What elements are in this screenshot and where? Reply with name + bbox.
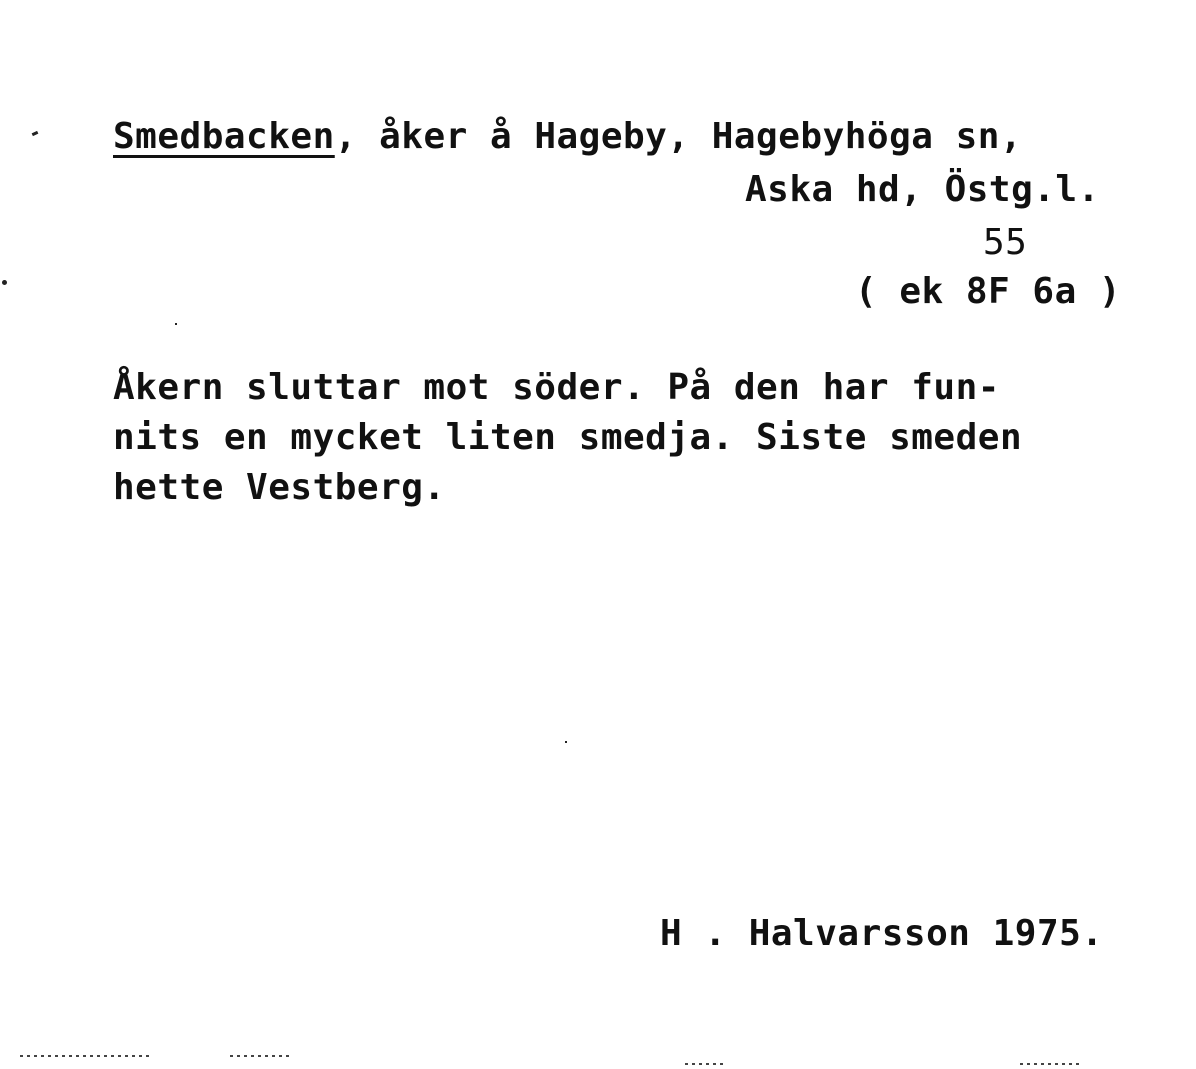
scan-edge-dots [20,1055,150,1057]
body-line-2: nits en mycket liten smedja. Siste smeden [113,417,1023,458]
heading-location: , åker å Hageby, Hagebyhöga sn, [334,116,1023,157]
scan-speck [32,131,39,136]
scan-edge-dots [685,1063,725,1065]
heading-line-2: Aska hd, Östg.l. [745,169,1100,210]
body-line-3: hette Vestberg. [113,467,446,508]
scan-speck [2,280,7,285]
heading-line-1 [113,117,1022,157]
scan-edge-dots [230,1055,290,1057]
heading-number: 55 [983,222,1028,263]
body-line-1: Åkern sluttar mot söder. På den har fun- [113,367,1000,408]
place-name: Smedbacken [113,116,335,157]
scan-edge-dots [1020,1063,1080,1065]
scan-speck [565,741,567,743]
map-reference: ( ek 8F 6a ) [855,271,1122,312]
scan-speck [175,323,177,325]
signature: H . Halvarsson 1975. [660,913,1104,954]
